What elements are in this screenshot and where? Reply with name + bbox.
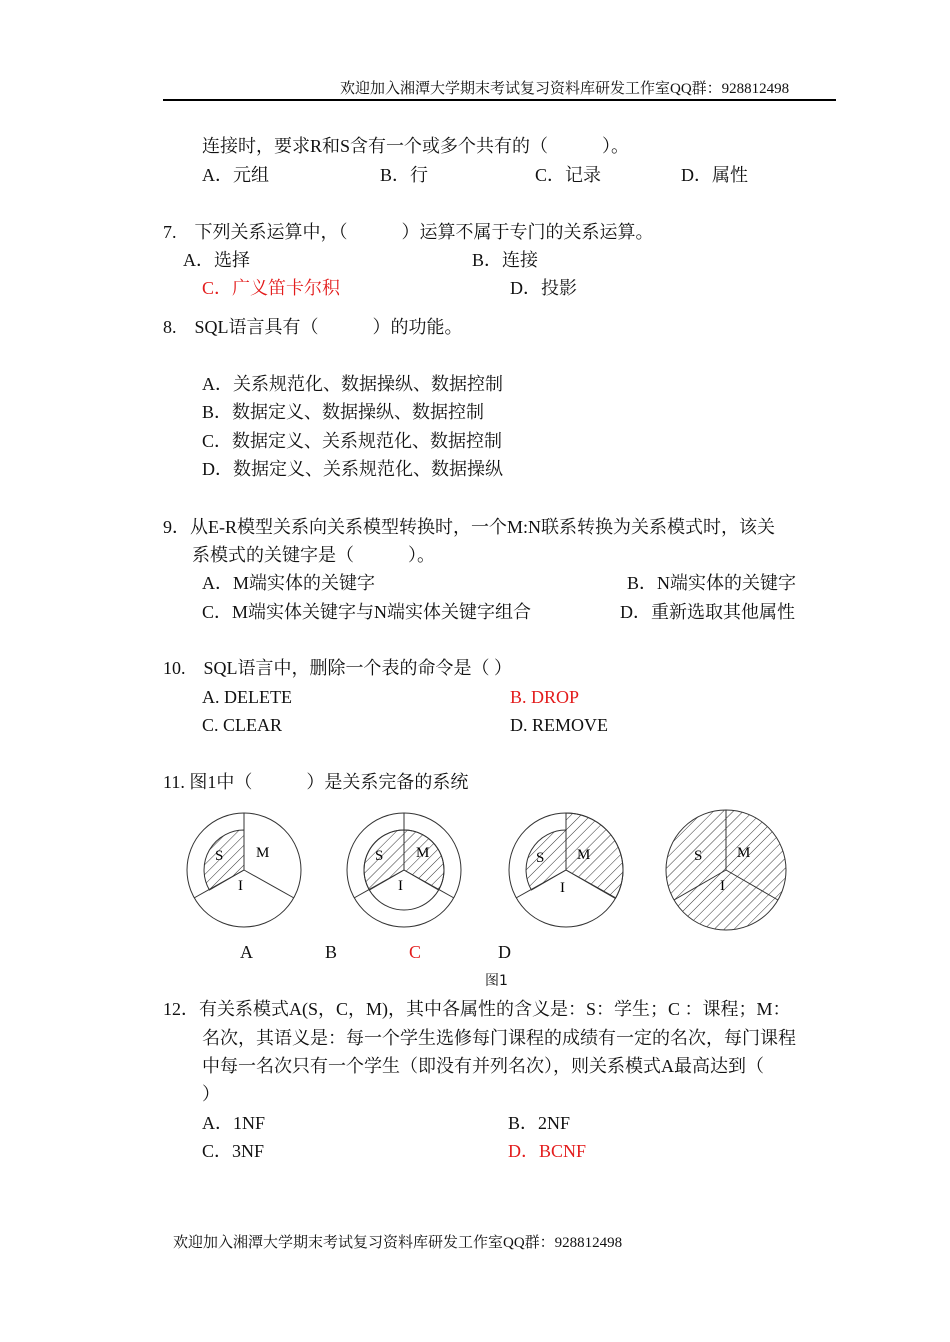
q10-option-b-answer: B. DROP xyxy=(510,687,580,707)
diagram-d-label-i: I xyxy=(720,878,725,894)
q7-question: 7. 下列关系运算中，（ ）运算不属于专门的关系运算。 xyxy=(163,222,654,242)
q12-option-b: B．2NF xyxy=(508,1113,571,1133)
q9-question-line2: 系模式的关键字是（ ）。 xyxy=(192,545,435,565)
diagram-c-label-i: I xyxy=(560,880,565,896)
q12-question-line4: ） xyxy=(202,1084,220,1104)
diagram-d-label-s: S xyxy=(694,848,703,864)
q8-option-c: C．数据定义、关系规范化、数据控制 xyxy=(202,431,503,451)
q12-question-line3: 中每一名次只有一个学生（即没有并列名次），则关系模式A最高达到（ xyxy=(202,1056,764,1076)
diagram-b xyxy=(347,813,461,927)
q7-option-d: D．投影 xyxy=(510,278,577,298)
diagram-a-label-s: S xyxy=(215,848,224,864)
q11-choice-d: D xyxy=(498,942,511,962)
q10-question: 10. SQL语言中，删除一个表的命令是（ ） xyxy=(163,658,513,678)
q9-option-d: D．重新选取其他属性 xyxy=(620,602,795,622)
q12-option-a: A．1NF xyxy=(202,1113,266,1133)
q11-question: 11. 图1中（ ）是关系完备的系统 xyxy=(163,772,469,792)
diagram-d xyxy=(666,810,786,930)
diagram-c-label-m: M xyxy=(577,847,591,863)
q8-option-b: B．数据定义、数据操纵、数据控制 xyxy=(202,402,485,422)
q9-question-line1: 9．从E-R模型关系向关系模型转换时，一个M:N联系转换为关系模式时，该关 xyxy=(163,517,775,537)
diagram-b-label-s: S xyxy=(375,848,384,864)
q6-option-a: A．元组 xyxy=(202,165,269,185)
q11-choice-b: B xyxy=(325,942,338,962)
q7-option-c-answer: C．广义笛卡尔积 xyxy=(202,278,341,298)
diagram-a-label-m: M xyxy=(256,845,270,861)
diagram-c xyxy=(509,813,623,927)
q10-option-a: A. DELETE xyxy=(202,687,292,707)
q12-question-line2: 名次，其语义是：每一个学生选修每门课程的成绩有一定的名次，每门课程 xyxy=(202,1028,796,1048)
q9-option-c: C．M端实体关键字与N端实体关键字组合 xyxy=(202,602,532,622)
page-header: 欢迎加入湘潭大学期末考试复习资料库研发工作室QQ群：928812498 xyxy=(340,81,790,97)
diagram-c-label-s: S xyxy=(536,850,545,866)
q10-option-c: C. CLEAR xyxy=(202,715,283,735)
diagram-a-label-i: I xyxy=(238,878,243,894)
q8-option-d: D．数据定义、关系规范化、数据操纵 xyxy=(202,459,503,479)
q12-question-line1: 12．有关系模式A(S，C，M)，其中各属性的含义是：S：学生；C ：课程；M： xyxy=(163,999,791,1019)
q12-option-c: C．3NF xyxy=(202,1141,265,1161)
diagram-a xyxy=(187,813,301,927)
diagram-b-label-m: M xyxy=(416,845,430,861)
diagram-d-label-m: M xyxy=(737,845,751,861)
figure-1-diagrams xyxy=(170,800,810,940)
q11-choice-a: A xyxy=(240,942,253,962)
q10-option-d: D. REMOVE xyxy=(510,715,608,735)
q12-option-d-answer: D．BCNF xyxy=(508,1141,587,1161)
q6-option-b: B．行 xyxy=(380,165,429,185)
q7-option-b: B．连接 xyxy=(472,250,539,270)
q8-option-a: A．关系规范化、数据操纵、数据控制 xyxy=(202,374,503,394)
q8-question: 8. SQL语言具有（ ）的功能。 xyxy=(163,317,463,337)
q6-option-d: D．属性 xyxy=(681,165,748,185)
q9-option-a: A．M端实体的关键字 xyxy=(202,573,376,593)
q7-option-a: A．选择 xyxy=(183,250,250,270)
header-divider xyxy=(163,99,836,101)
diagram-b-label-i: I xyxy=(398,878,403,894)
q11-choice-c-answer: C xyxy=(409,942,422,962)
page-footer: 欢迎加入湘潭大学期末考试复习资料库研发工作室QQ群：928812498 xyxy=(173,1235,623,1251)
figure-caption: 图1 xyxy=(485,973,508,989)
q9-option-b: B．N端实体的关键字 xyxy=(627,573,797,593)
q6-continuation: 连接时，要求R和S含有一个或多个共有的（ ）。 xyxy=(202,136,630,156)
q6-option-c: C．记录 xyxy=(535,165,602,185)
